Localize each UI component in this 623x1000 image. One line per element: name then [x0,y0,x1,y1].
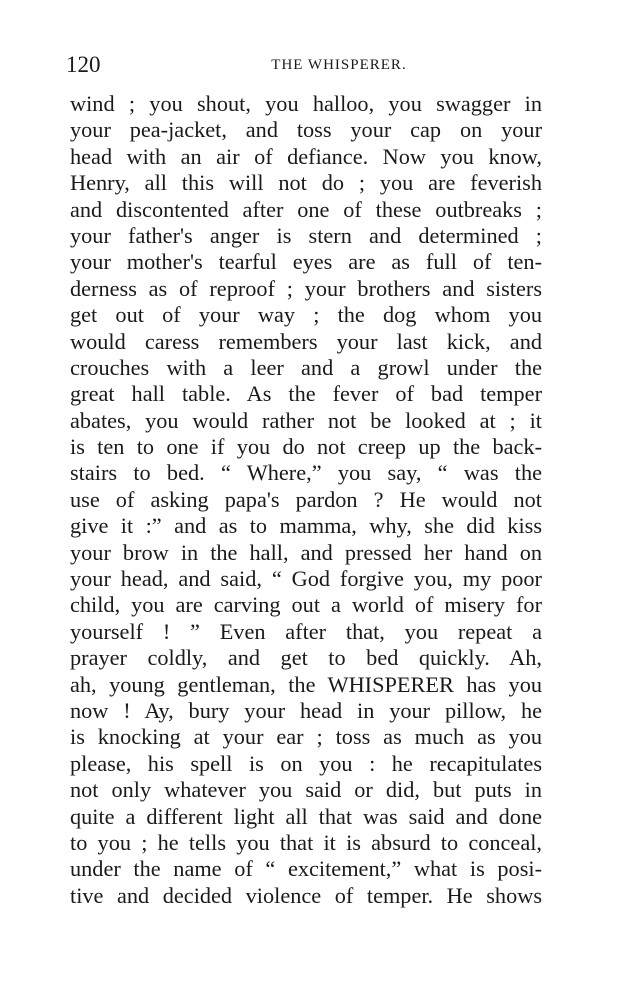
text-line: get out of your way ; the dog whom you [70,302,542,328]
text-line: your head, and said, “ God forgive you, my poor [70,566,542,592]
text-line: quite a different light all that was said and done [70,803,542,829]
text-line: crouches with a leer and a growl under the [70,354,542,380]
text-line: ah, young gentleman, the WHISPERER has you [70,671,542,697]
text-line: please, his spell is on you : he recapitulates [70,750,542,776]
text-line: head with an air of defiance. Now you know, [70,143,542,169]
text-line: under the name of “ excitement,” what is posi- [70,856,542,882]
text-line: now ! Ay, bury your head in your pillow, he [70,697,542,723]
text-line: is knocking at your ear ; toss as much as you [70,724,542,750]
text-line: use of asking papa's pardon ? He would not [70,486,542,512]
text-line: great hall table. As the fever of bad temper [70,381,542,407]
text-line: is ten to one if you do not creep up the back- [70,434,542,460]
text-line: to you ; he tells you that it is absurd to conceal, [70,829,542,855]
text-line: and discontented after one of these outbreaks ; [70,196,542,222]
text-line: give it :” and as to mamma, why, she did kiss [70,513,542,539]
text-line: your pea-jacket, and toss your cap on your [70,117,542,143]
text-line: your brow in the hall, and pressed her hand on [70,539,542,565]
text-line: abates, you would rather not be looked at ; it [70,407,542,433]
text-line: child, you are carving out a world of misery for [70,592,542,618]
text-line: Henry, all this will not do ; you are feverish [70,170,542,196]
page-header [66,50,542,80]
text-line: your father's anger is stern and determined ; [70,222,542,248]
text-line: derness as of reproof ; your brothers and sisters [70,275,542,301]
page-number: 120 [66,52,101,77]
text-line: your mother's tearful eyes are as full of ten- [70,249,542,275]
text-line: tive and decided violence of temper. He shows [70,882,542,908]
body-text [70,91,542,909]
text-line: yourself ! ” Even after that, you repeat a [70,618,542,644]
running-title: THE WHISPERER. [271,57,407,73]
text-line: wind ; you shout, you halloo, you swagger in [70,91,542,116]
text-line: not only whatever you said or did, but puts in [70,777,542,803]
text-line: would caress remembers your last kick, and [70,328,542,354]
text-line: prayer coldly, and get to bed quickly. Ah, [70,645,542,671]
text-line: stairs to bed. “ Where,” you say, “ was the [70,460,542,486]
